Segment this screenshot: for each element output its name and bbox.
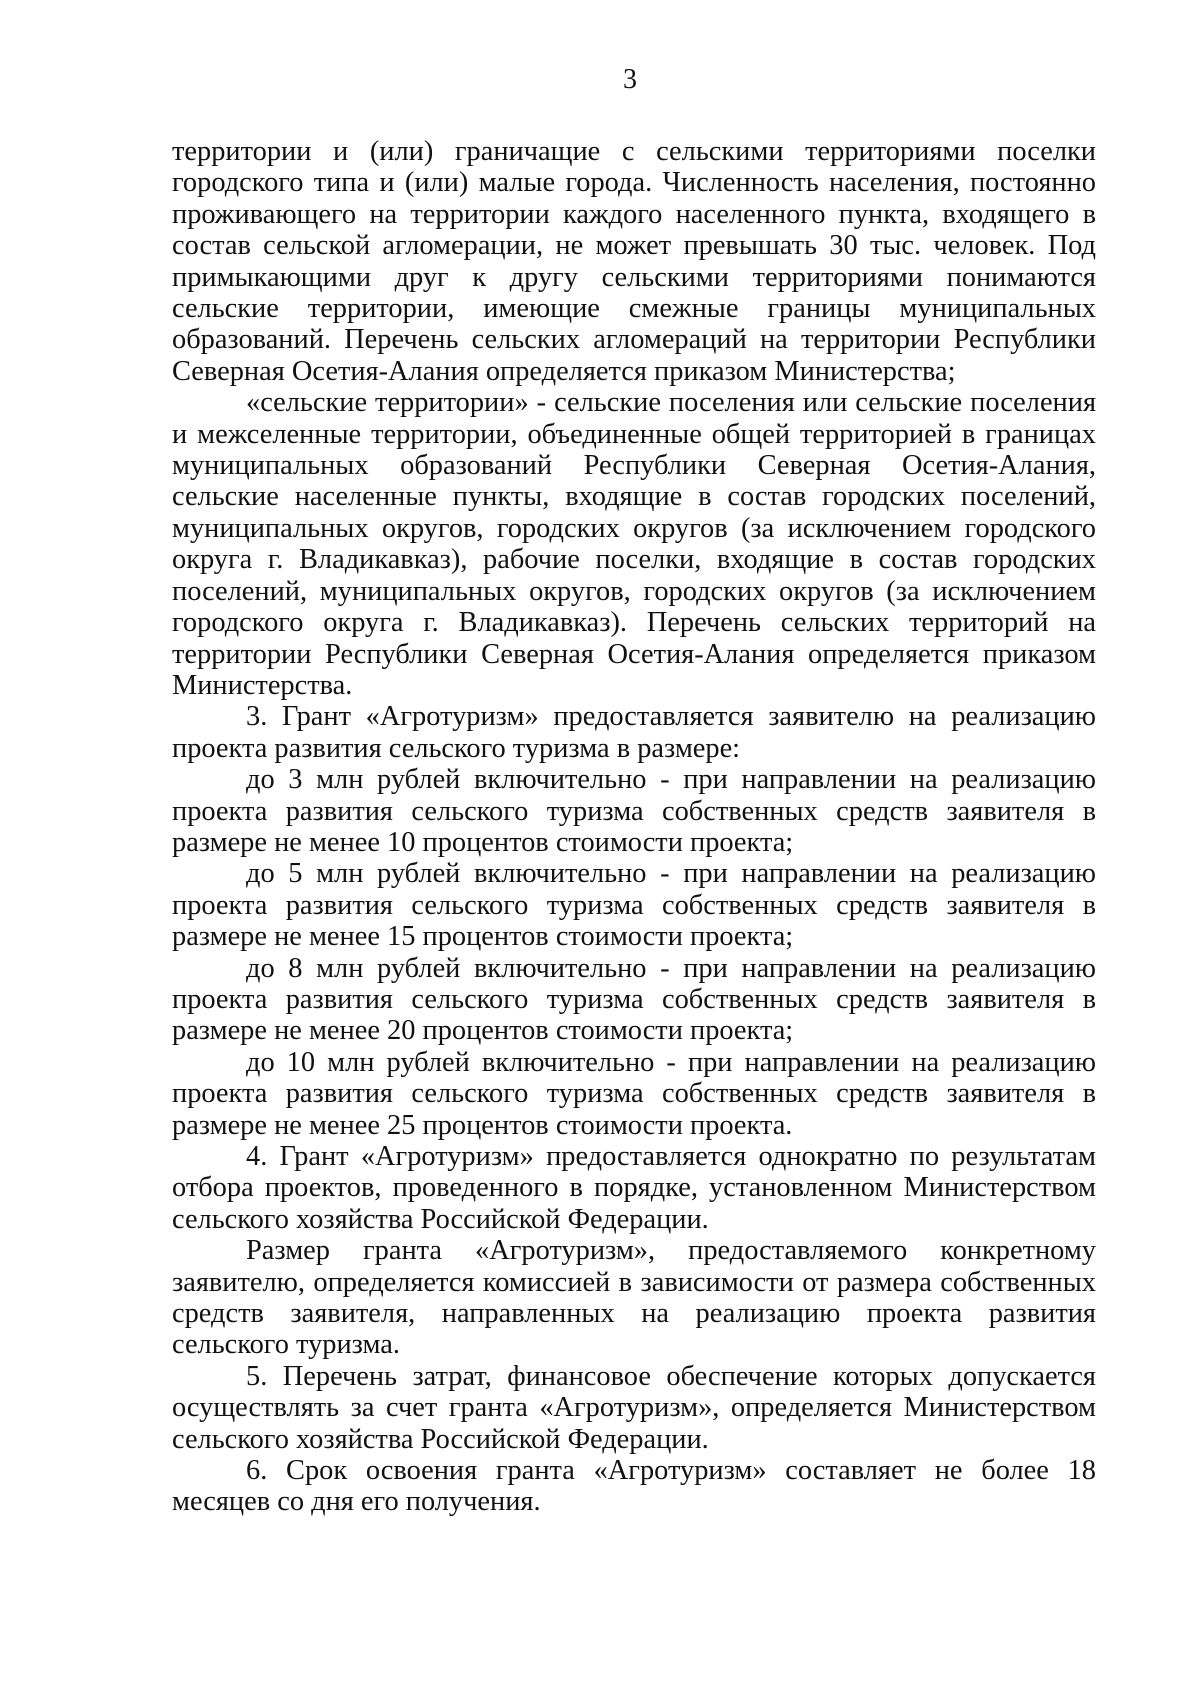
paragraph-grant-tier-5mln: до 5 млн рублей включительно - при направлении на реализацию проекта развития сельского туризма собственных средств заявителя в размере не менее 15 процентов стоимости проекта;	[172, 858, 1096, 953]
paragraph-item-6: 6. Срок освоения гранта «Агротуризм» составляет не более 18 месяцев со дня его получения.	[172, 1455, 1096, 1518]
paragraph-item-3: 3. Грант «Агротуризм» предоставляется заявителю на реализацию проекта развития сельского туризма в размере:	[172, 701, 1096, 764]
document-body	[172, 136, 1096, 1518]
paragraph-rural-territories: «сельские территории» - сельские поселения или сельские поселения и межселенные территории, объединенные общей территорией в границах муниципальных образований Республики Северная Осетия-Алания, сельские населенные пункты, входящие в состав городских поселений, муниципальных округов, городских округов (за исключением городского округа г. Владикавказ), рабочие поселки, входящие в состав городских поселений, муниципальных округов, городских округов (за исключением городского округа г. Владикавказ). Перечень сельских территорий на территории Республики Северная Осетия-Алания определяется приказом Министерства.	[172, 387, 1096, 701]
paragraph-grant-tier-10mln: до 10 млн рублей включительно - при направлении на реализацию проекта развития сельского туризма собственных средств заявителя в размере не менее 25 процентов стоимости проекта.	[172, 1046, 1096, 1141]
paragraph-item-4: 4. Грант «Агротуризм» предоставляется однократно по результатам отбора проектов, проведенного в порядке, установленном Министерством сельского хозяйства Российской Федерации.	[172, 1141, 1096, 1235]
paragraph-grant-tier-3mln: до 3 млн рублей включительно - при направлении на реализацию проекта развития сельского туризма собственных средств заявителя в размере не менее 10 процентов стоимости проекта;	[172, 764, 1096, 858]
paragraph-continuation: территории и (или) граничащие с сельскими территориями поселки городского типа и (или) малые города. Численность населения, постоянно проживающего на территории каждого населенного пункта, входящего в состав сельской агломерации, не может превышать 30 тыс. человек. Под примыкающими друг к другу сельскими территориями понимаются сельские территории, имеющие смежные границы муниципальных образований. Перечень сельских агломераций на территории Республики Северная Осетия-Алания определяется приказом Министерства;	[172, 136, 1096, 387]
paragraph-grant-tier-8mln: до 8 млн рублей включительно - при направлении на реализацию проекта развития сельского туризма собственных средств заявителя в размере не менее 20 процентов стоимости проекта;	[172, 952, 1096, 1047]
paragraph-item-5: 5. Перечень затрат, финансовое обеспечение которых допускается осуществлять за счет гранта «Агротуризм», определяется Министерством сельского хозяйства Российской Федерации.	[172, 1360, 1096, 1455]
paragraph-grant-size: Размер гранта «Агротуризм», предоставляемого конкретному заявителю, определяется комиссией в зависимости от размера собственных средств заявителя, направленных на реализацию проекта развития сельского туризма.	[172, 1235, 1096, 1361]
page-number: 3	[623, 64, 637, 95]
